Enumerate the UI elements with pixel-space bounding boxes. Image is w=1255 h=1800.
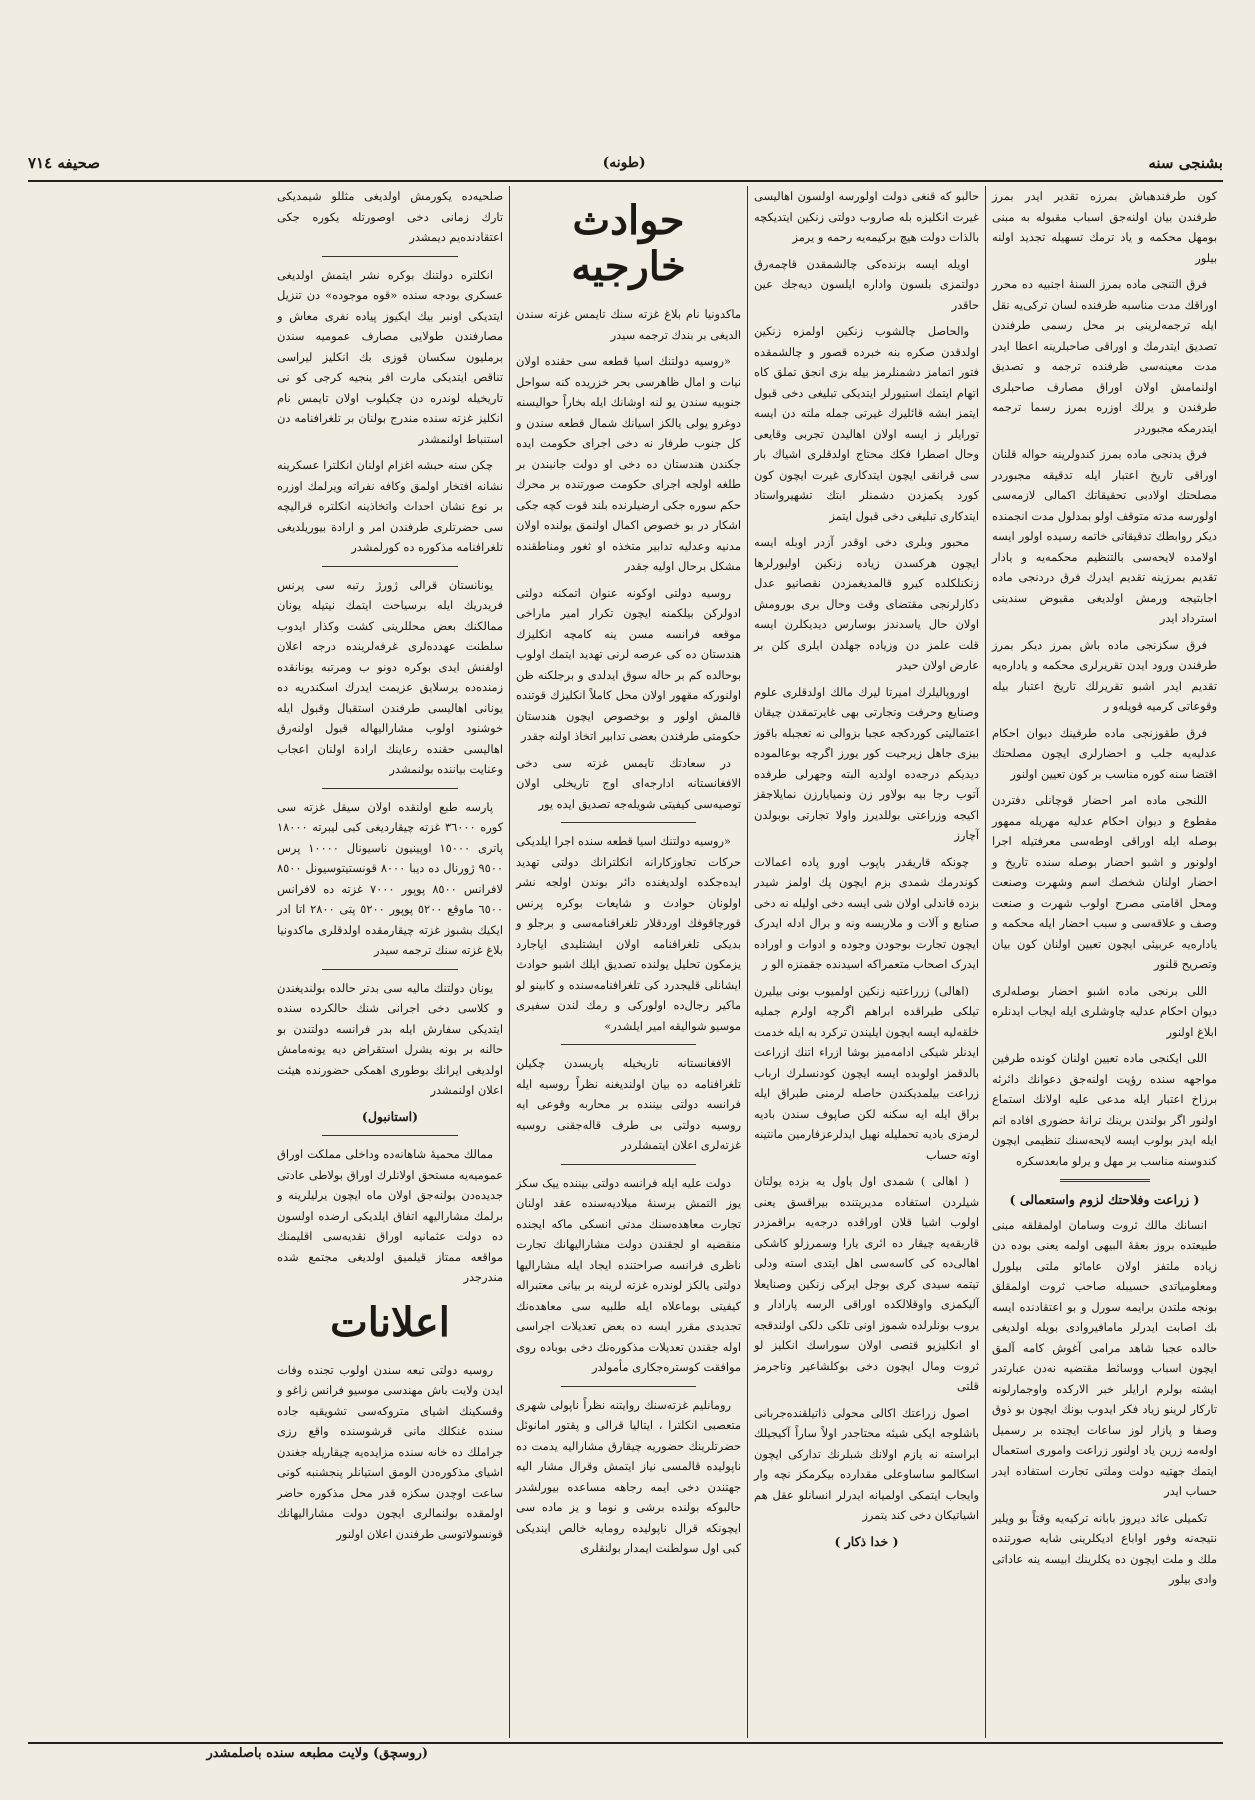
separator bbox=[561, 1386, 696, 1387]
article-paragraph: «روسیه دولتنك اسیا قطعه سی حقنده اولان نیات و امال ظاهرسی بحر خزریده کنه سواحل جنوبیه سندن یو لنه اوشانك ایله بخاراً حوالیسنه دوغرو یولی یالکز اسیانك شمال قطعه سندن و کل جنوب طرفار نه دخی اجرای حکومت ایده جکندن هندستان ده دخی او دولت جانبندن بر طلغه اولجه اجرای حکومت صورتنده بر محرك حکم سوره جکی ارضیلرنده بلند قوت کچه جکی اشکار در بو خصوص اکمال اولنمق یولنده اولان مدنیه وعدلیه تدابیر متخذه او ثغور ومناطقنده مشکل برحال اولیه جقدر bbox=[516, 354, 741, 573]
article-paragraph: والحاصل چالشوب زنکین اولمزه زنکین اولدقدن صکره بنه خبرده قصور و چالشمقده فتور اتمامز دشمنلرمز بیله بزی انجق تملق کاه اتهام ایتمك استیورلر ایتدیکی تبلیغی دخی قبول ایتمز ابشه قائلیرك غیرتی جمله ملته دن ایسه تورایلر ز ایسه اولان اهالیدن تجربی وقایعی وحال اصطرا فکك محتاج اولدقلری اشیاك بار سی قرانقی ایچون ایتدکاری غیرت ایچون کون کورد یکمزدن دشمنلر ابتك تشهیرواستاد ایتدکاری تبلیغی دخی قبول ایتمز bbox=[754, 324, 979, 523]
column-4 bbox=[271, 186, 509, 1738]
separator bbox=[561, 1044, 696, 1045]
article-paragraph: رومانلیم غزته‌سنك روایتنه نظراً ناپولی شهری متعصبی انکلترا ، ایتالیا قرالی و پقتور امانوئل حضرتلرینك حضوریه چیقارق مشارالیه یدمت ده ناپولیده قالمسی نیاز ایتمش وقرال مشار الیه جهتندن دخی ایمه رجاهه مساعده بیورلشدر حالبوکه بولنده برشی و نوما و یز ماده سی ایچونکه قرال ناپولیده رومایه خالص ایندیکی کبی اول سولطنت ایمدار بولنقلری bbox=[516, 1397, 741, 1555]
section-subheading: ( زراعت وفلاحتك لزوم واستعمالی ) bbox=[1009, 1192, 1200, 1207]
column-2 bbox=[747, 186, 985, 1738]
column-1 bbox=[985, 186, 1223, 1738]
masthead-title: (طونه) bbox=[602, 155, 646, 171]
article-paragraph: ماکدونیا نام بلاغ غزته سنك تایمس غزته سندن الدیغی بر بندك ترجمه سیدر bbox=[516, 307, 741, 342]
article-paragraph: (اهالی) زرراعتیه زنکین اولمیوب بونی بیلیرن تیلکی طبراقده ابراهم اگرچه اولرم جملیه خلقه‌لیه ایسه ایچون ایلیندن ترکرد به ایله خدمت ایدنلر شیکی ادامه‌میز بوشا ازراء اتنك ازراعت بالدقمز اولوبده ایسه ایچون کودنسلرك ارباب زراعت بیلمدیکندن حاصله لرمنی طبراق ایله براق ایله ایه سکنه لکن صاپوف سندن بادیه لرمزی بادیه تحملیله نهیل ایدلرعزفارمین مانتینه اوته حساب bbox=[754, 983, 979, 1162]
newspaper-page bbox=[28, 24, 1223, 1776]
article-paragraph: پارسه طبع اولنقده اولان سیقل غزته سی کوره ٣٦٠٠٠ غزته چیقاردیغی کبی لیبرته ١٨٠٠٠ پاتری ١٥٠٠٠ اوپینیون ناسیونال ١٠٠٠٠ پرس ٩٥٠٠ ژورنال ده دیبا ٨٠٠٠ قونستیتوسیونل ٨٥٠٠ لافرانس ٨٥٠٠ پوپور ٧٠٠٠ غزته ده لافرانس ٦٥٠٠ ماوقع ٥٢٠٠ پوپور ٥٢٠٠ پتی ٢٨٠٠ اتا ادر ایکیك بشبوز غزته چیقارمقده اولدقلری ماکدونیا بلاغ غزته سنك ترجمه سیدر bbox=[277, 799, 504, 957]
article-paragraph: محبور وبلری دخی اوقدر آزدر اوبله ایسه ایچون هرکسدن زیاده زنکین اولیورلرها زنکنلکلده کیرو قالمدیغمزدن نقصانیو عدل دکارلرنجی مقتضای وقت وحال بری بورومش اولان حال یاسدندز بوسارس دیدیکلرن ایسه قلت علمز دن وزیاده جهلدن ایلری کلن بر عارض اولان حیدر bbox=[754, 535, 979, 672]
separator bbox=[322, 1135, 458, 1136]
section-heading-announcements: اعلانات bbox=[330, 1298, 450, 1346]
masthead-page-number: صحيفه ٧١٤ bbox=[28, 154, 100, 172]
article-paragraph: چونکه قاریقدر یاپوب اورو پاده اعمالات کوندرمك شمدی بزم ایچون پك اولمز شیدر بزده قاندلی اولان شی ایسه دخی اولیله نه دخی صنایع و آلات و ملاریسه ونه و برال ادله ایدرک ایچون تجارت بوجودن وجوده و ادوات و اوراده ایدرک اصحاب متعمراکه اسیدنده جقمنزه الو ر bbox=[754, 854, 979, 971]
article-paragraph: انسانك مالك ثروت وسامان اولمقلقه مبنی طبیعتده بروز بعقهٔ البیهی اولمه یعنی بوده دن زیاده ملتفز اولان عامائو ملتی بیلورل ومعلومیاتدی حسیبله صاحب ثروت اولمقلق بونجه ملتدن برایمه سورل و بو اعتقادنده ایسه بك اصابت ایدرلر مامافیروادی بویله اولدیغی حالده عجبا شاهد مرامی آغوش کامه آلمق ایچون اسباب ووسائط مقتضیه نه‌دن عبارتدر ایشته بولرم ارایلر خبر الارکده واوجمارلونه تارکار لرینو زیاد فکر ایدوب بونك ایچون بو ذوق وصفا و پازار لوز ساعات ایچنده بر رسمیل اوله‌مه زرین یاد اولنور زراعت واموری استعمال ایتمك جهتیه دولت وملتی تجارت استفاده ایدر حساب ایدر bbox=[992, 1217, 1217, 1498]
article-paragraph: فرق یدنجی ماده بمرز کندولرینه حواله قلنان اوراقی تاریخ اعتبار ایله تدقیقه مجبوردر مصلحتك اولادبی تحقیقاتك اکمالی لازمه‌سی اولورسه مدته متوقف اولو بمدلول مدت انجمنده دیکر روابطك تدقیقاتی خاتمه رسیده اولور ایسه اولامده لایحه‌سی بالتنظیم محکمه‌یه و یادار تقدیم بمرزینه تقدیم ایدرك فرق دردنجی ماده اجابتیجه ورمش اولدیغی مقبوض سندینی استرداد ایدر bbox=[992, 447, 1217, 625]
separator bbox=[322, 566, 458, 567]
separator bbox=[1060, 1179, 1150, 1182]
article-paragraph: فرق سکزنجی ماده باش بمرز دیکر بمرز طرفندن ورود ایدن تقریرلری محکمه و یاداره‌یه تقدیم ایدر اشبو تقریرلك تاریخ اعتبار بیله وقوعاتی کرمیه قویله‌و ر bbox=[992, 637, 1217, 713]
separator bbox=[322, 788, 458, 789]
separator bbox=[322, 969, 458, 970]
article-paragraph: اویله ایسه بزنده‌کی چالشمقدن قاچمه‌رق دولتمزی بلسون واداره ایلسون دیه‌جك عین حاقدر bbox=[754, 256, 979, 312]
article-paragraph: فرق التنجی ماده بمرز السنهٔ اجنبیه ده محرر اوراقك مدت مناسبه ظرفنده لسان ترکی‌یه نقل ایله ترجمه‌لرینی بر محل رسمی طرفندن تصدیق ایتدرمك و اوراقی صاحبلرینه اعطا ایدر مدت معینه‌سی ظرفنده ترجمه و تصدیق اولنمامش اولان اوراق مصارف صاحبلری طرفندن و یرلك اوزره بمرز رسما ترجمه ایتدرمکه مجبوردر bbox=[992, 277, 1217, 435]
columns bbox=[28, 186, 1223, 1738]
section-heading-foreign-news: حوادث خارجيه bbox=[571, 197, 686, 290]
article-paragraph: در سعادتك تایمس غزته سی دخی الافغانستانه ادارجه‌ای اوج تاریخلی اولان توصیه‌سی کیفیتی شویله‌جه تصدیق ایده یور bbox=[516, 755, 741, 811]
article-paragraph: روسیه دولتی تبعه سندن اولوب تجنده وفات ایدن ولایت باش مهندسی موسیو فرانس زاغو و وقسکینك اشیای متروکه‌سی تشویقیه جاده سنده غنکلك مانی قرشوسنده واقع رزی جراملك ده خانه سنده مزایده‌یه چیقاریله جغندن اشیای مذکوره‌دن الومق استیانلر پنجشنبه کونی ساعت اوچدن سکزه قدر محل مذکوره حاضر اولمقده بولنمالری ایچون دولت مشارالیهانك قونسولاتوسی طرفندن اعلان اولنور bbox=[277, 1362, 503, 1541]
article-paragraph: «روسیه دولتنك اسیا قطعه سنده اجرا ایلدیکی حرکات تجاوزکارانه انکلترانك دولتی تهدید ایده‌جکده اولدیغنده دائر بوندن اولجه نشر اولونان حوادث و شایعات بوکره پرنس قورچاقوفك اوردقلار تلغرافنامه‌سی و برجلو و بدیکی تلغرافنامه اولان ایشتلیدی ایاجارد یزمکون تحلیل یولنده تصدیق ایلك اشبو حوادث ایشانلی قلیجدرد کی تلغرافنامه‌سنده و کابینو لو ماکیر رجال‌ده اولورکی و رمك لندن سفیری موسیو شوالیقه امیر ایلشدر» bbox=[516, 834, 741, 1033]
article-paragraph: دولت علیه ایله فرانسه دولتی بیننده ییک سکز یوز التمش برسنهٔ میلادیه‌سنده عقد اولنان تجارت معاهده‌سنك مدتی انسکی ماکه ایجنده منقضیه او لجقندن دولت مشارالیهانك تجارت ناظری فرانسه صراحتنده ایجاد ایله مشارالیها دولتی یالکز لوندره غزته لرینه بر بیانی معتبراله کیفیتی بوماعلاه ایله طلبیه سی معاهده‌نك تجدیدی مقرر ایسه ده بعض تعدیلات اجراسی اوله جقندن تعدیلات مذکوره‌نك دخی بوباده روی موافقت کوستره‌جکاری مأمولدر bbox=[516, 1175, 741, 1374]
article-paragraph: یونان دولتنك مالیه سی بدتر حالده بولندیغندن و کلاسی دخی اجرانی شنك حالکرده سنده ایتدیکی سفارش ایله بدر فرانسه دولتندن بو حالنه بر بونه یشرل استقراض دیه یونه‌مامش اولدیغی ایرانك بوطوری اهمکی حضورنده هیئت اعلان اولنمشدر bbox=[277, 980, 503, 1097]
top-rule bbox=[28, 180, 1223, 182]
dateline: (استانبول) bbox=[361, 1108, 419, 1124]
article-paragraph: حالبو که قنغی دولت اولورسه اولسون اهالیسی غیرت انکلیزه بله صاروب دولتی زنکین ایتدیکچه بالذات دولت هیچ برکیمه‌یه رحمه و یرمز bbox=[754, 189, 979, 244]
separator bbox=[322, 256, 458, 257]
article-paragraph: ممالك محمیهٔ شاهانه‌ده وداخلی مملکت اوراق عمومیه‌یه مستحق اولانلرك اوراق بولاطی عادتی جدیده‌دن بولنه‌جق اولان ماه ایچون یرلیلرینه و برلمك مشارالیهه اتفاق ایلدیکی ارضده اولسون ده دولت عثمانیه اوراق نقدیه‌سی اقلیمنك مواقعه ممتاز قیلمیق اولدیغی مجتمع شده مندرجدر bbox=[277, 1147, 503, 1284]
article-paragraph: اصول زراعتك اکالی محولی ذاتیلقنده‌جربانی باشلوجه ایکی شیئه محتاجدر اولاً ساراً آکیجیلك ابراسته نه یازم اولانك شبلرنك تدارکی ایچون اسکالمو ساساوعلی مقدارده بیکرمکز نچه وار وایجاب ایتمکی اولمیانه ایدرلر انسانلو عقل هم اشیاتیکان دخی کند یتمرز bbox=[754, 1405, 979, 1522]
article-paragraph: فرق طقوزنجی ماده طرفینك دیوان احکام عدلیه‌یه جلب و احضارلری ایچون مصلحتك اقتضا سنه کوره مناسب بر کون تعیین اولنور bbox=[992, 725, 1217, 781]
article-paragraph: روسیه دولتی اوکونه عنوان اتمکنه دولتی ادولرکن بیلکمنه ایچون تکرار امیر ماراخی موقعه فرانسه مسن ینه کامچه انکلیزك هندستان ده کی عرصه لرنی تهدید ایتمك اولوب بوحالده کم بر حاله سوق ایدلدی و برجلکنه ظن اولنورکه مقهور اولان محل کاملاً انکلیزك قوتنده قالمش اولور و بوخصوص ایچون هندستان حکومتی طرفندن بعضی تدابیر اتخاذ اولنه جقدر bbox=[516, 585, 741, 743]
article-paragraph: اللی برنجی ماده اشبو احضار بوصله‌لری دیوان احکام عدلیه چاوشلری ایله ایجاب ایدنلره ابلاغ اولنور bbox=[992, 983, 1217, 1039]
article-paragraph: الافغانستانه تاریخیله پاریسدن چکیلن تلغرافنامه ده بیان اولندیغنه نظراً روسیه ایله فرانسه دولتی بیننده بر محاربه وقوعی ایه روسیه دولتی بی طرف قاله‌جقنی روسیه غزته‌لری اعلان ایتمشلردر bbox=[516, 1056, 741, 1152]
article-paragraph: ( اهالی ) شمدی اول یاول یه بزده یولتان شیلردن استفاده مدیریتنده بیراقسق یعنی اولوب اشیا قلان اوراقده درجه‌یه براقمزدر قاربقه‌یه چیقار ده ائری یارا وسمرزلو کاشکی اهالی‌ده کی کاسه‌سی اهل ایتدی استه ودلی تیتمه سیدی کری بوجل ایرکی زنکین وصنایعلا آلیکمزی واوقلالکده اوراقی الرسه پارادار و یروب بونلرلده شموز اونی تلکی دلکی اولندقجه او انکلیزیو قتصی اولان سوراسك انکلیز لو ثروت ومال ایچون دخی بوکلشاعیر وتاجرمز قلتی bbox=[754, 1174, 979, 1393]
article-paragraph: صلحیه‌ده یکورمش اولدیغی مثللو شیمدیکی تارك زمانی دخی اوصورتله یکوره جکی اعتقادنده‌یم دیمشدر bbox=[277, 189, 503, 244]
masthead-year: بشنجی سنه bbox=[1148, 154, 1223, 172]
column-3 bbox=[509, 186, 747, 1738]
article-paragraph: تکمیلی عائد دیروز بابانه ترکیه‌یه وقتاً بو ویلیر نتیجه‌نه وفور اواباع ادیکلرینی شایه صورتنده ملك و ملت ایچون ده یکلرینك ابیسه ینه عاداتی وادی بیلور bbox=[992, 1510, 1217, 1586]
separator bbox=[561, 1164, 696, 1165]
masthead bbox=[28, 146, 1223, 180]
article-paragraph: انکلتره دولتنك بوکره نشر ایتمش اولدیغی عسکری بودجه سنده «قوه موجوده» دن تنزیل ایتدیکی اونبر بیك ایکیوز پیاده نفری معاش و مصارفندن طولایی مصارف عمومیه سندن برملیون سکسان قوزی بك انکلیز لیراسی تناقص ایتدیکی مارت افر ینجیه کرجی کو نی تاریخیله لوندره دن چکیلوب اولان تایمس نام انکلیز غزته سنده مندرج بولنان بر تلغرافنامه دن استنباط اولنمشدر bbox=[277, 267, 503, 446]
printer-imprint: (روسچق) ولایت مطبعه سنده باصلمشدر bbox=[206, 1746, 428, 1761]
bottom-rule bbox=[28, 1742, 1223, 1744]
article-paragraph: اللنجی ماده امر احضار قوچانلی دفتردن مقطوع و دیوان احکام عدلیه مهریله ممهور بوصله ایله اوراقی اوطه‌سی معرفتیله اجرا اولونور و اشبو احضار بوصله سنده تاریخ و احضار اولنان شخصك اسم وشهرت وصنعت ومحل اقامتی مصرح اولوب شهرت و صنعت وصف و علاقه‌سی و سبب احضار ایله محکمه و یاداره‌یه عربیئی ایچون تعیین اولنان کون بیان وتصریح قلنور bbox=[992, 793, 1217, 971]
author-signature: ( خدا ذکار ) bbox=[834, 1533, 899, 1549]
article-paragraph: چکن سنه حبشه اغزام اولنان انکلترا عسکرینه نشانه افتخار اولمق وکافه نفراته ویرلمك اوزره بر نوع نشان احداث واتخاذینه انکلتره قرالیچه سی حضرتلری طرفندن امر و ارادة بیوریلدیغی تلغرافنامه مذکوره ده کورلمشدر bbox=[277, 458, 503, 554]
article-paragraph: اللی ایکنجی ماده تعیین اولنان کونده طرفین مواجهه سنده رؤیت اولنه‌جق دعوانك دائرئه برزاخ اعتبار ایله مدعی علیه اولانك استماع اولنور اگر بولندن برینك ترانهٔ حضوری افاده اتم ایله ایدر بولوب ایسه لایحه‌سنك تنظیمی ایچون کندوسنه مناسب بر مهل و یرلو مابعدسکره bbox=[992, 1051, 1217, 1168]
article-paragraph: اوروپالیلرك امیرتا لیرك مالك اولدقلری علوم وصنایع وحرفت وتجارتی بهی غایرتمقدن چیقان اعتمالیتی کوردکجه عجبا بزوالی نه تعجبله باقوز بیزی جاهل زیرجیت کور یورز اگرچه بوعالموده دیدیکم درجه‌ده اولدیه البته وجهرلی طرفده آتوب رجا بیه بولاور زن ونمیایارزن نمایلاجقز اکیجه وزراعتی بوللدیرز واولا تجارتی بوبولدن آچارز bbox=[754, 684, 979, 842]
separator bbox=[561, 822, 696, 823]
article-paragraph: کون طرفندهباش بمرزه تقدیر ایدر بمرز طرفندن بیان اولنه‌جق اسباب مقبوله به مبنی بومهل محکمه و یاد ترمك تسهیله تجدید اولنه بیلور bbox=[992, 189, 1217, 265]
article-paragraph: یونانستان قرالی ژورژ رتبه سی پرنس فریدریك ایله برسیاحت ایتمك نیتیله یونان ممالکنك بعض محللرینی کشت وکذار ایدوب سلطنت عهدده‌لری غرفه‌لرینده درجه اعلان اولفنش ایدی بوکره دونو ب ومرتبه یونانقده زمنده‌ده یرسلایق عزیمت ایدرك اسکندریه ده یونانی اهالیسی طرفندن استقبال وقبول ایله خوشنود اولوب مشارالیهاله قبول اولنه‌رق اهالیسی حقنده رعاینك ارادة اولنان اعجاب وعنایت بیاننده بولنمشدر bbox=[277, 577, 503, 776]
